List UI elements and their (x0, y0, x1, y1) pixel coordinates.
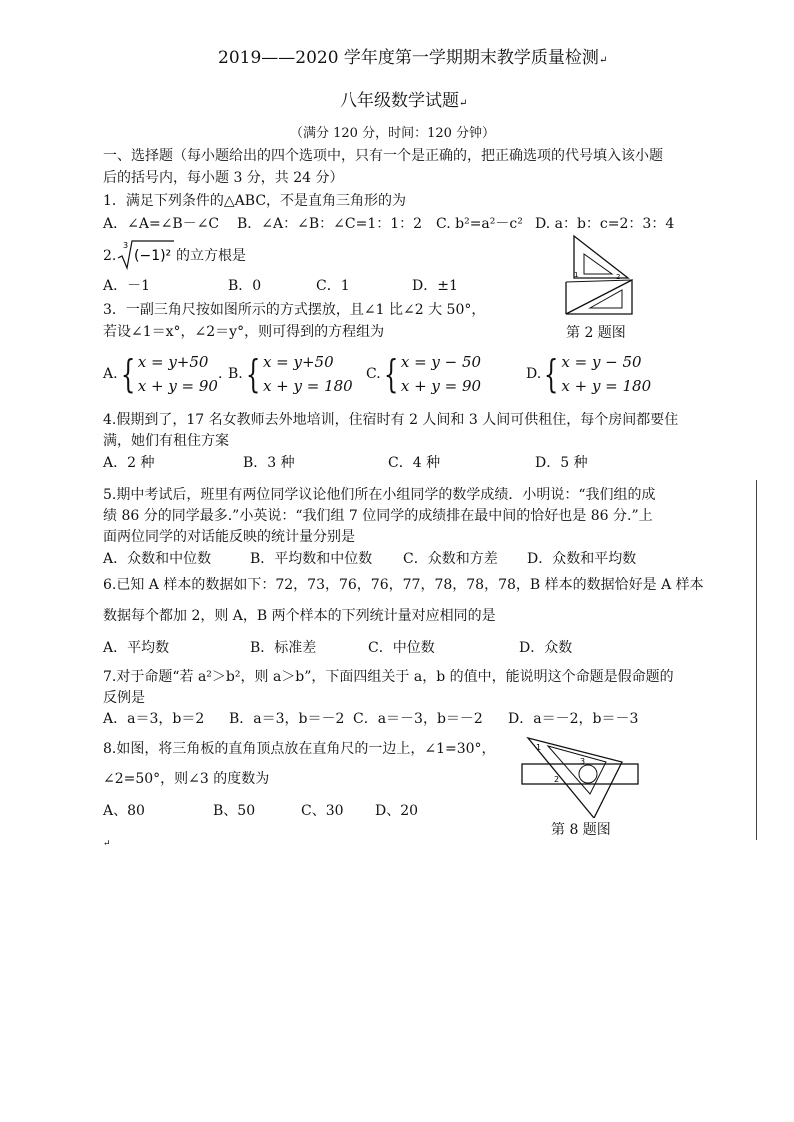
angle-2-label: 2 (554, 775, 560, 784)
return-mark-icon: ↵ (459, 98, 468, 109)
q2-option-d: D．±1 (412, 278, 458, 294)
q8-option-c: C、30 (301, 803, 344, 819)
angle-3-label: 3 (580, 757, 586, 766)
q6-option-b: B．标准差 (250, 640, 317, 656)
root-index: 3 (123, 241, 129, 250)
q4-option-c: C．4 种 (388, 455, 441, 471)
q5-line1: 5.期中考试后，班里有两位同学议论他们所在小组同学的数学成绩．小明说：“我们组的成 (103, 487, 656, 503)
exam-title: 2019——2020 学年度第一学期期末教学质量检测↵ (218, 48, 608, 68)
section-intro-line2: 后的括号内，每小题 3 分，共 24 分） (103, 170, 344, 186)
q3-c-eq2: x + y = 90 (400, 377, 482, 395)
q6-line1: 6.已知 A 样本的数据如下：72，73，76，76，77，78，78，78，B 样本的数据恰好是 A 样本 (103, 577, 704, 593)
q3-a-eq1: x = y+50 (137, 353, 209, 371)
q5-option-d: D．众数和平均数 (527, 551, 637, 567)
q3-option-c: C.{ x = y − 50 x + y = 90 (366, 352, 482, 396)
q8-option-b: B、50 (213, 803, 256, 819)
q5-option-b: B．平均数和中位数 (250, 551, 373, 567)
cube-root-symbol (116, 238, 176, 272)
q4-line1: 4.假期到了，17 名女教师去外地培训，住宿时有 2 人间和 3 人间可供租住，每个房间都要住 (103, 412, 679, 428)
q8-line2: ∠2=50°，则∠3 的度数为 (103, 771, 270, 787)
q2-option-b: B．0 (228, 278, 262, 294)
q4-option-d: D．5 种 (535, 455, 588, 471)
q6-option-d: D．众数 (519, 640, 573, 656)
figure-8-ruler-and-set-square (518, 734, 642, 818)
q5-option-c: C．众数和方差 (403, 551, 498, 567)
q4-line2: 满，她们有租住方案 (103, 433, 229, 449)
q7-option-d: D．a＝－2，b＝－3 (508, 711, 639, 727)
q4-option-b: B．3 种 (243, 455, 295, 471)
q3-a-eq2: x + y = 90 (137, 377, 218, 395)
q1-option-b: B．∠A：∠B：∠C=1：1：2 (237, 216, 423, 232)
q1-option-d: D. a：b：c=2：3：4 (535, 216, 675, 232)
section-intro-line1: 一、选择题（每小题给出的四个选项中，只有一个是正确的，把正确选项的代号填入该小题 (103, 148, 663, 164)
q7-line1: 7.对于命题“若 a²＞b²，则 a＞b”，下面四组关于 a，b 的值中，能说明这个命题是假命题的 (103, 669, 674, 685)
q6-option-a: A．平均数 (103, 640, 170, 656)
q8-line1: 8.如图，将三角板的直角顶点放在直角尺的一边上，∠1=30°， (103, 741, 496, 757)
exam-meta: （满分 120 分，时间：120 分钟） (290, 126, 496, 141)
q7-line2: 反例是 (103, 690, 145, 706)
q3-b-eq2: x + y = 180 (262, 377, 353, 395)
q8-option-d: D、20 (375, 803, 419, 819)
q3-b-eq1: x = y+50 (262, 353, 334, 371)
q2-option-a: A．－1 (103, 278, 151, 294)
q7-option-c: C．a＝－3，b＝－2 (353, 711, 483, 727)
q3-c-eq1: x = y − 50 (400, 353, 482, 371)
figure-2-caption: 第 2 题图 (566, 325, 626, 341)
q8-option-a: A、80 (103, 803, 145, 819)
q1-stem: 1．满足下列条件的△ABC，不是直角三角形的为 (103, 193, 407, 209)
q5-option-a: A．众数和中位数 (103, 551, 212, 567)
figure-2-triangle-rulers (560, 232, 640, 322)
q3-d-eq2: x + y = 180 (561, 377, 652, 395)
q3-d-eq1: x = y − 50 (561, 353, 642, 371)
angle-2-label: 2 (616, 273, 621, 281)
q3-line1: 3．一副三角尺按如图所示的方式摆放，且∠1 比∠2 大 50°， (103, 302, 486, 318)
angle-1-label: 1 (574, 271, 579, 279)
q6-line2: 数据每个都加 2，则 A，B 两个样本的下列统计量对应相同的是 (103, 608, 496, 624)
q5-line3: 面两位同学的对话能反映的统计量分别是 (103, 529, 355, 545)
q2-stem-tail: 的立方根是 (176, 248, 246, 264)
q1-option-c: C. b²=a²－c² (436, 216, 523, 232)
return-mark-icon: ↵ (103, 839, 111, 849)
q7-option-a: A．a＝3，b＝2 (103, 711, 205, 727)
q2-option-c: C．1 (316, 278, 350, 294)
exam-subject: 八年级数学试题↵ (340, 91, 468, 111)
q4-option-a: A．2 种 (103, 455, 155, 471)
scan-edge-line (756, 480, 757, 840)
return-mark-icon: ↵ (598, 55, 608, 66)
q1-option-a: A．∠A=∠B－∠C (103, 216, 220, 232)
q3-option-b: B.{ x = y+50 x + y = 180 (228, 352, 353, 396)
q7-option-b: B．a＝3，b＝－2 (229, 711, 345, 727)
q3-line2: 若设∠1＝x°，∠2＝y°，则可得到的方程组为 (103, 324, 385, 340)
radicand: (−1)² (134, 248, 172, 264)
figure-8-caption: 第 8 题图 (551, 822, 611, 838)
q6-option-c: C．中位数 (368, 640, 435, 656)
q2-number: 2. (103, 248, 117, 264)
angle-1-label: 1 (536, 743, 542, 752)
q3-option-d: D.{ x = y − 50 x + y = 180 (526, 352, 652, 396)
q3-option-a: A.{ x = y+50 x + y = 90 . (103, 352, 223, 396)
q5-line2: 绩 86 分的同学最多.”小英说：“我们组 7 位同学的成绩排在最中间的恰好也是 86 分.”上 (103, 508, 653, 524)
